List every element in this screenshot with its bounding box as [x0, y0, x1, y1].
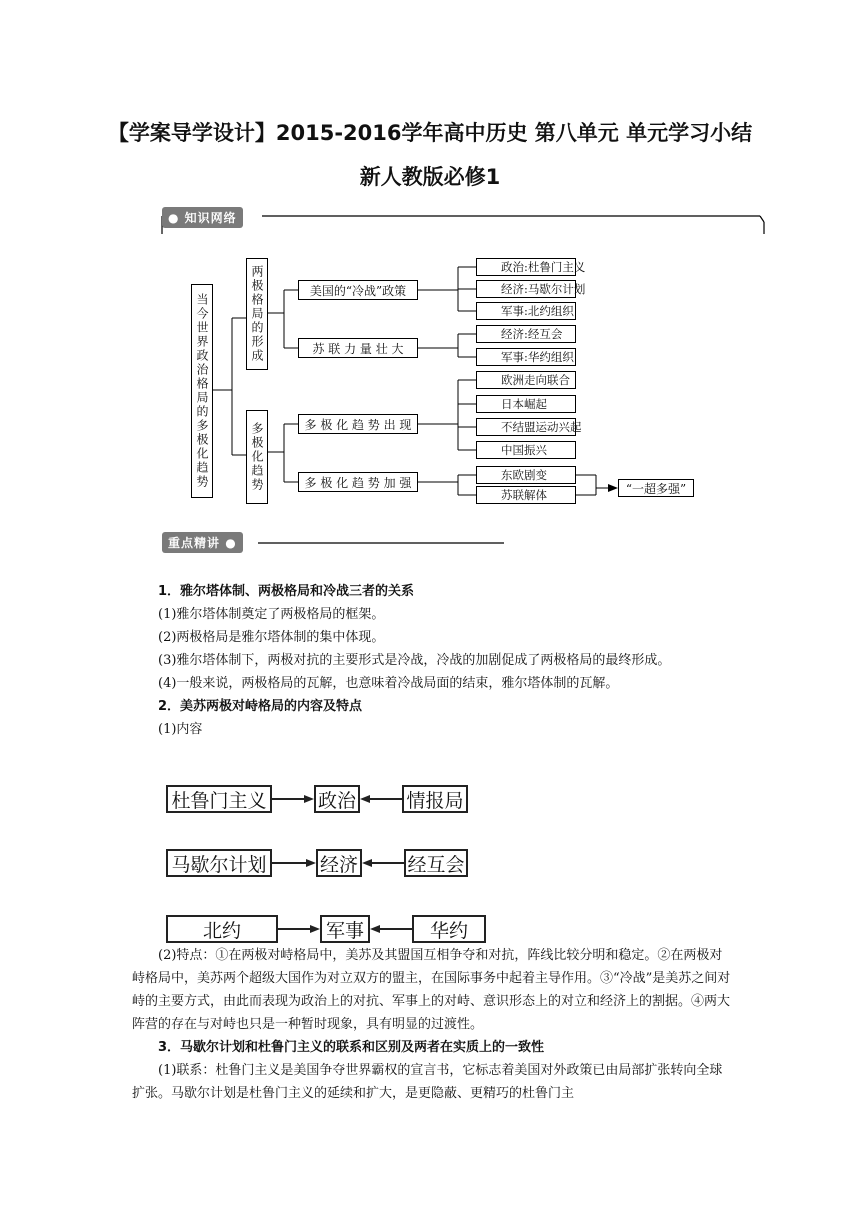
mind-map-leaf: 经济:经互会: [476, 325, 576, 343]
paragraph: (3)雅尔塔体制下，两极对抗的主要形式是冷战，冷战的加剧促成了两极格局的最终形成。: [158, 653, 671, 668]
diagram-box-politics: 政治: [314, 785, 360, 813]
document-title-line2: 新人教版必修1: [359, 165, 501, 189]
document-title-line1: 【学案导学设计】2015-2016学年高中历史 第八单元 单元学习小结: [107, 121, 753, 145]
diagram-box-comecon: 经互会: [404, 849, 468, 877]
diagram-box-warsaw: 华约: [412, 915, 486, 943]
section-label-network-text: 知识网络: [184, 211, 237, 225]
section-2-subheading: (1)内容: [158, 722, 203, 737]
mind-map-root: 当今世界政治格局的多极化趋势: [191, 284, 213, 498]
diagram-box-marshall: 马歇尔计划: [166, 849, 272, 877]
diagram-box-nato: 北约: [166, 915, 278, 943]
mind-map-node-soviet-power: 苏 联 力 量 壮 大: [298, 338, 418, 358]
mind-map-branch-multipolar: 多极化趋势: [246, 410, 268, 504]
mind-map-leaf: 军事:华约组织: [476, 348, 576, 366]
diagram-box-truman: 杜鲁门主义: [166, 785, 272, 813]
diagram-box-economy: 经济: [316, 849, 362, 877]
paragraph-features: (2)特点：①在两极对峙格局中，美苏及其盟国互相争夺和对抗，阵线比较分明和稳定。②在两极对峙格局中，美苏两个超级大国作为对立双方的盟主，在国际事务中起着主导作用。③“冷战”是美苏之间对峙的主要方式，由此而表现为政治上的对抗、军事上的对峙、意识形态上的对立和经济上的割据。④两大阵营的存在与对峙也只是一种暂时现象，具有明显的过渡性。: [132, 948, 731, 1032]
mind-map-leaf: 政治:杜鲁门主义: [476, 258, 576, 276]
mind-map-leaf: 苏联解体: [476, 486, 576, 504]
mind-map-node-multipolar-emerge: 多 极 化 趋 势 出 现: [298, 414, 418, 434]
mind-map-leaf: 不结盟运动兴起: [476, 418, 576, 436]
section-3-heading: 3．马歇尔计划和杜鲁门主义的联系和区别及两者在实质上的一致性: [158, 1040, 545, 1055]
mind-map-result: “一超多强”: [618, 479, 694, 497]
section-2-features: [132, 944, 732, 1105]
diagram-box-military: 军事: [320, 915, 370, 943]
mind-map-node-multipolar-strengthen: 多 极 化 趋 势 加 强: [298, 472, 418, 492]
mind-map-leaf: 中国振兴: [476, 441, 576, 459]
mind-map-branch-bipolar: 两极格局的形成: [246, 258, 268, 370]
paragraph: (4)一般来说，两极格局的瓦解，也意味着冷战局面的结束，雅尔塔体制的瓦解。: [158, 676, 619, 691]
mind-map-leaf: 经济:马歇尔计划: [476, 280, 576, 298]
bullet-icon: ●: [220, 536, 237, 550]
paragraph: (1)联系：杜鲁门主义是美国争夺世界霸权的宣言书，它标志着美国对外政策已由局部扩张转向全球扩张。马歇尔计划是杜鲁门主义的延续和扩大，是更隐蔽、更精巧的杜鲁门主: [132, 1063, 723, 1101]
mind-map-leaf: 东欧剧变: [476, 466, 576, 484]
mind-map-node-us-policy: 美国的“冷战”政策: [298, 280, 418, 300]
mind-map-leaf: 日本崛起: [476, 395, 576, 413]
bullet-icon: ●: [168, 211, 185, 225]
section-label-keypoints-text: 重点精讲: [168, 536, 221, 550]
mind-map-leaf: 欧洲走向联合: [476, 371, 576, 389]
mind-map-leaf: 军事:北约组织: [476, 302, 576, 320]
paragraph: (1)雅尔塔体制奠定了两极格局的框架。: [158, 607, 385, 622]
paragraph: (2)两极格局是雅尔塔体制的集中体现。: [158, 630, 385, 645]
section-1-heading: 1．雅尔塔体制、两极格局和冷战三者的关系: [158, 584, 415, 599]
section-2-heading: 2．美苏两极对峙格局的内容及特点: [158, 699, 363, 714]
diagram-box-cominform: 情报局: [402, 785, 468, 813]
